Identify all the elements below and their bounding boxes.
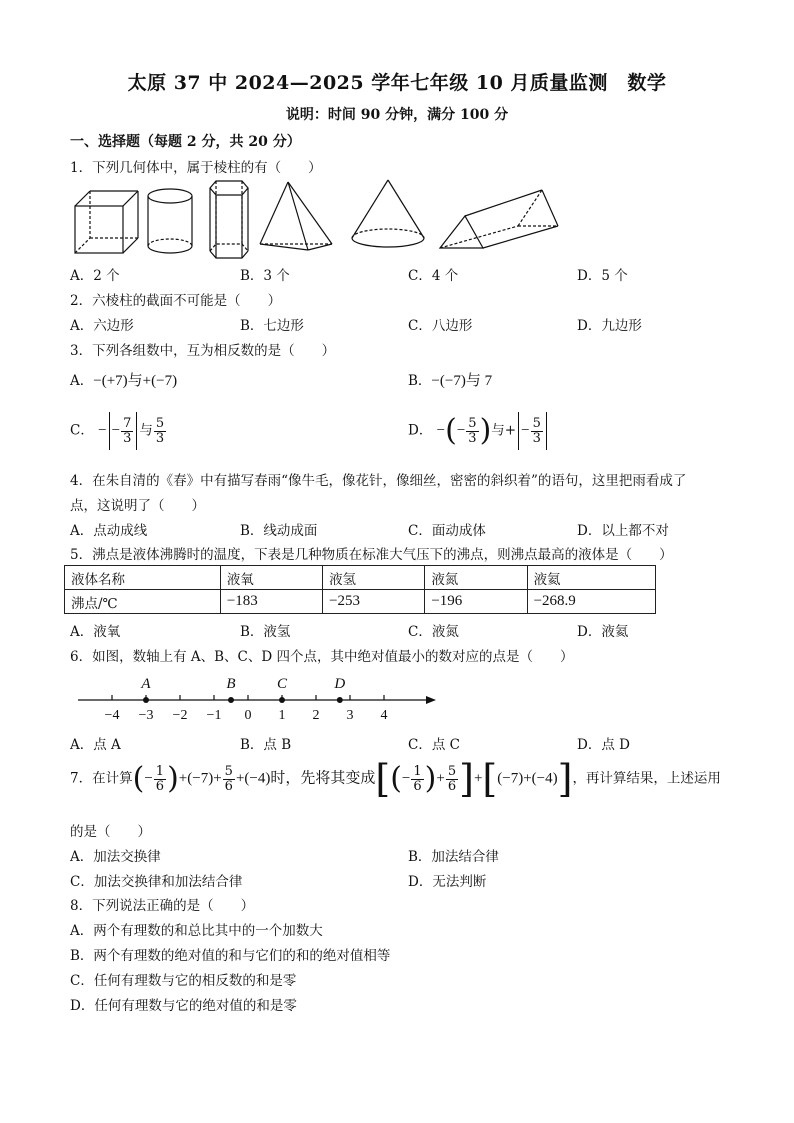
axis-tick-label: 2 (312, 708, 320, 723)
q4-option-b[interactable]: B．线动成面 (240, 523, 318, 539)
q7-option-c[interactable]: C．加法交换律和加法结合律 (70, 874, 243, 890)
table-cell: −253 (323, 590, 425, 614)
q3-option-d-label: D． (408, 422, 433, 439)
q6-option-b[interactable]: B．点 B (240, 737, 292, 753)
pyramid-shape (260, 182, 332, 250)
boiling-point-table (64, 565, 656, 614)
question-8-stem: 8．下列说法正确的是（ ） (70, 898, 255, 914)
fraction: $\frac{5}{3}$ (468, 415, 477, 446)
axis-arrow (426, 696, 436, 704)
table-row (65, 566, 656, 590)
table-cell: −196 (425, 590, 527, 614)
table-cell: −268.9 (527, 590, 655, 614)
axis-tick-label: 0 (244, 708, 252, 723)
fraction: $\frac{7}{3}$ (123, 415, 132, 446)
cone-shape (352, 180, 424, 247)
q8-option-b[interactable]: B．两个有理数的绝对值的和与它们的和的绝对值相等 (70, 948, 391, 964)
cylinder-shape (148, 189, 192, 253)
q4-option-a[interactable]: A．点动成线 (70, 523, 148, 539)
table-header-cell: 液体名称 (65, 566, 221, 590)
question-3-stem: 3．下列各组数中，互为相反数的是（ ） (70, 343, 336, 359)
q3-option-a-expr: −(+7)与+(−7) (93, 373, 178, 389)
axis-tick-label: 4 (380, 708, 388, 723)
q8-option-d[interactable]: D．任何有理数与它的绝对值的和是零 (70, 998, 297, 1014)
q2-option-b[interactable]: B．七边形 (240, 318, 304, 334)
solids-figure (70, 178, 730, 258)
fraction: $\frac{5}{3}$ (532, 415, 541, 446)
question-5-stem: 5．沸点是液体沸腾时的温度，下表是几种物质在标准大气压下的沸点，则沸点最高的液体是（ ） (70, 547, 673, 563)
question-4-stem-line1: 4．在朱自清的《春》中有描写春雨“像牛毛，像花针，像细丝，密密的斜织着”的语句，这里把雨看成了 (70, 473, 687, 489)
q1-option-b[interactable]: B．3 个 (240, 268, 290, 284)
q3-option-b[interactable] (408, 369, 492, 390)
q7-option-b[interactable]: B．加法结合律 (408, 849, 499, 865)
point-label-c: C (276, 676, 288, 692)
question-4-stem-line2: 点，这说明了（ ） (70, 498, 205, 514)
point-c (279, 697, 285, 703)
q1-option-c[interactable]: C．4 个 (408, 268, 459, 284)
section-heading: 一、选择题（每题 2 分，共 20 分） (70, 134, 301, 150)
q6-option-c[interactable]: C．点 C (408, 737, 460, 753)
axis-tick-label: 1 (278, 708, 286, 723)
point-b (228, 697, 234, 703)
table-cell: 液氧 (220, 566, 322, 590)
q4-option-d[interactable]: D．以上都不对 (577, 523, 669, 539)
axis-tick-label: −3 (138, 708, 154, 723)
q2-option-a[interactable]: A．六边形 (70, 318, 134, 334)
question-1-stem: 1．下列几何体中，属于棱柱的有（ ） (70, 160, 322, 176)
table-cell: 液氮 (425, 566, 527, 590)
question-7-stem-line1: 7．在计算(− $\frac{1}{6}$ )+(−7)+ $\frac{5}{6}$ +(−4)时，先将其变成[(− $\frac{1}{6}$ )+ $\frac{5}{6}$ ]+[(−7)+(−4)]，再计算结果，上述运用 (70, 757, 721, 801)
q5-option-c[interactable]: C．液氮 (408, 624, 459, 640)
point-d (337, 697, 343, 703)
number-line (70, 668, 450, 728)
table-cell: 液氦 (527, 566, 655, 590)
q8-option-c[interactable]: C．任何有理数与它的相反数的和是零 (70, 973, 297, 989)
point-label-d: D (334, 676, 346, 692)
q1-option-a[interactable]: A．2 个 (70, 268, 120, 284)
cube-shape (75, 191, 138, 253)
axis-tick-label: −1 (206, 708, 222, 723)
q5-option-a[interactable]: A．液氧 (70, 624, 121, 640)
hexagonal-prism-shape (210, 181, 248, 258)
axis-tick-label: −2 (172, 708, 188, 723)
abs-bar (518, 412, 519, 450)
q1-option-d[interactable]: D．5 个 (577, 268, 628, 284)
table-row (65, 590, 656, 614)
table-header-cell: 沸点/℃ (65, 590, 221, 614)
q5-option-b[interactable]: B．液氢 (240, 624, 291, 640)
fraction: $\frac{1}{6}$ (155, 763, 165, 794)
point-a (143, 697, 149, 703)
q8-option-a[interactable]: A．两个有理数的和总比其中的一个加数大 (70, 923, 323, 939)
abs-bar (136, 412, 137, 450)
page-title: 太原 37 中 2024—2025 学年七年级 10 月质量监测 数学 (127, 72, 667, 94)
q2-option-d[interactable]: D．九边形 (577, 318, 642, 334)
q3-option-b-expr: −(−7)与 7 (431, 373, 493, 389)
fraction: $\frac{1}{6}$ (413, 763, 422, 794)
triangular-prism-shape (440, 190, 558, 248)
q3-option-a[interactable] (70, 369, 177, 390)
question-2-stem: 2．六棱柱的截面不可能是（ ） (70, 293, 282, 309)
q6-option-a[interactable]: A．点 A (70, 737, 121, 753)
q3-option-b-label: B． (408, 373, 432, 389)
fraction: $\frac{5}{6}$ (447, 763, 457, 794)
q2-option-c[interactable]: C．八边形 (408, 318, 473, 334)
q3-option-d[interactable]: D． −(− $\frac{5}{3}$ )与+ − $\frac{5}{3}$ (408, 412, 549, 450)
point-label-a: A (141, 676, 151, 692)
q3-option-a-label: A． (70, 373, 94, 389)
q5-option-d[interactable]: D．液氦 (577, 624, 629, 640)
table-cell: −183 (220, 590, 322, 614)
axis-tick-label: 3 (346, 708, 354, 723)
q7-option-a[interactable]: A．加法交换律 (70, 849, 161, 865)
exam-instructions: 说明：时间 90 分钟，满分 100 分 (285, 107, 509, 123)
axis-tick-label: −4 (104, 708, 120, 723)
fraction: $\frac{5}{3}$ (155, 415, 165, 446)
question-7-stem-line2: 的是（ ） (70, 824, 151, 840)
table-cell: 液氢 (323, 566, 425, 590)
q6-option-d[interactable]: D．点 D (577, 737, 630, 753)
point-label-b: B (226, 676, 236, 692)
q4-option-c[interactable]: C．面动成体 (408, 523, 486, 539)
q3-option-c[interactable]: C． − − $\frac{7}{3}$ 与 $\frac{5}{3}$ (70, 412, 167, 450)
question-6-stem: 6．如图，数轴上有 A、B、C、D 四个点，其中绝对值最小的数对应的点是（ ） (70, 649, 574, 665)
q3-option-c-label: C． (70, 422, 94, 439)
fraction: $\frac{5}{6}$ (224, 763, 233, 794)
abs-bar (109, 412, 110, 450)
q7-option-d[interactable]: D．无法判断 (408, 874, 487, 890)
abs-bar (546, 412, 547, 450)
